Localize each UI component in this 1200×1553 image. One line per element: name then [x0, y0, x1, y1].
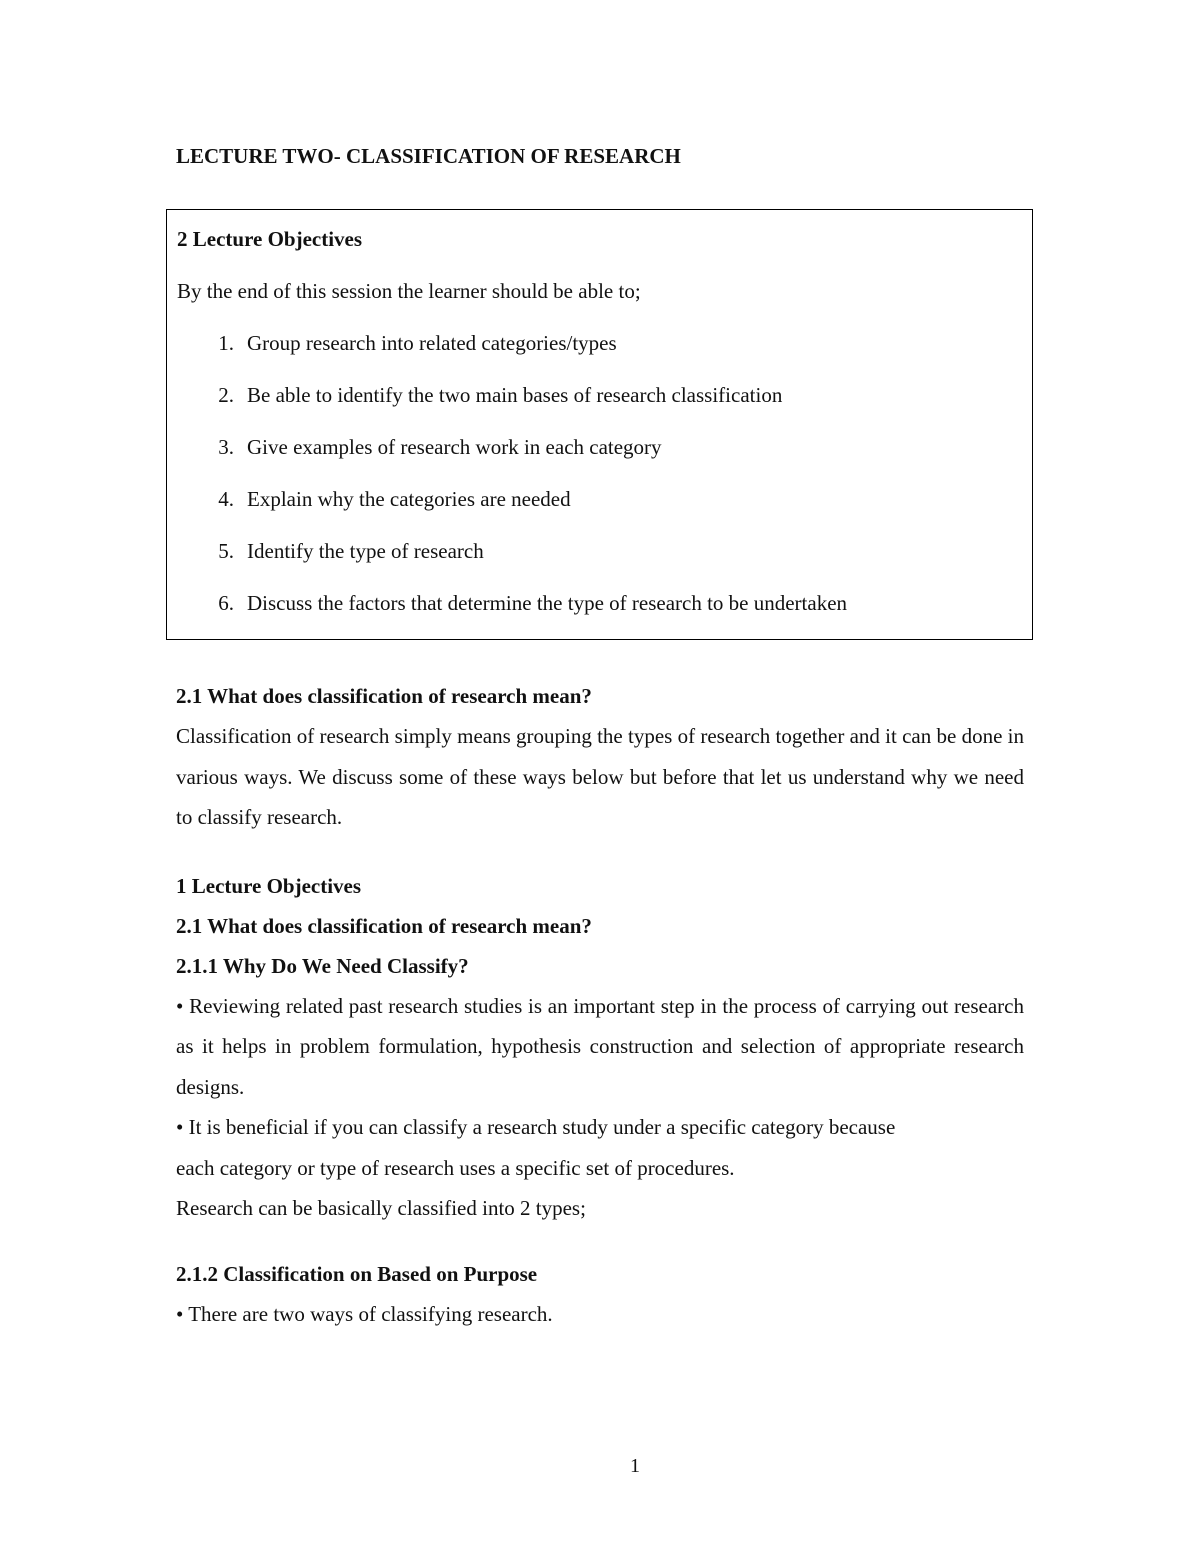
outline-heading-2-1: 2.1 What does classification of research mean?: [176, 913, 592, 938]
objectives-heading: 2 Lecture Objectives: [177, 227, 363, 251]
objective-text: Group research into related categories/types: [247, 331, 617, 355]
page-number: 1: [630, 1455, 640, 1477]
closing-line: Research can be basically classified into 2 types;: [176, 1196, 586, 1220]
objective-number: 4.: [218, 487, 234, 511]
objective-text: Identify the type of research: [247, 539, 484, 563]
outline-heading-2-1-1: 2.1.1 Why Do We Need Classify?: [176, 953, 469, 978]
section-2-1-2-heading: 2.1.2 Classification on Based on Purpose: [176, 1261, 538, 1286]
bullet-paragraph: • Reviewing related past research studies is an important step in the process of carrying out research as it helps in problem formulation, hypothesis construction and selection of appropriate research designs.: [176, 993, 1024, 1099]
objective-number: 2.: [218, 383, 234, 407]
spacer: [176, 838, 1024, 866]
objective-text: Be able to identify the two main bases of research classification: [247, 383, 783, 407]
section-2-1-heading: 2.1 What does classification of research mean?: [176, 684, 592, 708]
objective-text: Give examples of research work in each category: [247, 435, 662, 459]
objective-text: Discuss the factors that determine the type of research to be undertaken: [247, 591, 848, 615]
objective-text: Explain why the categories are needed: [247, 487, 571, 511]
section-2-1-paragraph: Classification of research simply means grouping the types of research together and it can be done in various ways. We discuss some of these ways below but before that let us understand why we need to classify research.: [176, 724, 1024, 829]
bullet-paragraph-line: • It is beneficial if you can classify a research study under a specific category because: [176, 1115, 896, 1139]
objective-number: 1.: [218, 331, 234, 355]
bullet-paragraph-line: each category or type of research uses a specific set of procedures.: [176, 1155, 735, 1180]
objective-number: 6.: [218, 591, 234, 615]
objectives-box: [166, 209, 1033, 640]
objective-number: 3.: [218, 435, 234, 459]
document-body: [176, 676, 1024, 1334]
objective-number: 5.: [218, 539, 234, 563]
page-title: LECTURE TWO- CLASSIFICATION OF RESEARCH: [176, 144, 681, 168]
outline-heading-1: 1 Lecture Objectives: [176, 873, 362, 898]
objectives-intro: By the end of this session the learner should be able to;: [177, 279, 641, 303]
spacer: [176, 1229, 1024, 1254]
bullet-paragraph: • There are two ways of classifying research.: [176, 1301, 553, 1326]
